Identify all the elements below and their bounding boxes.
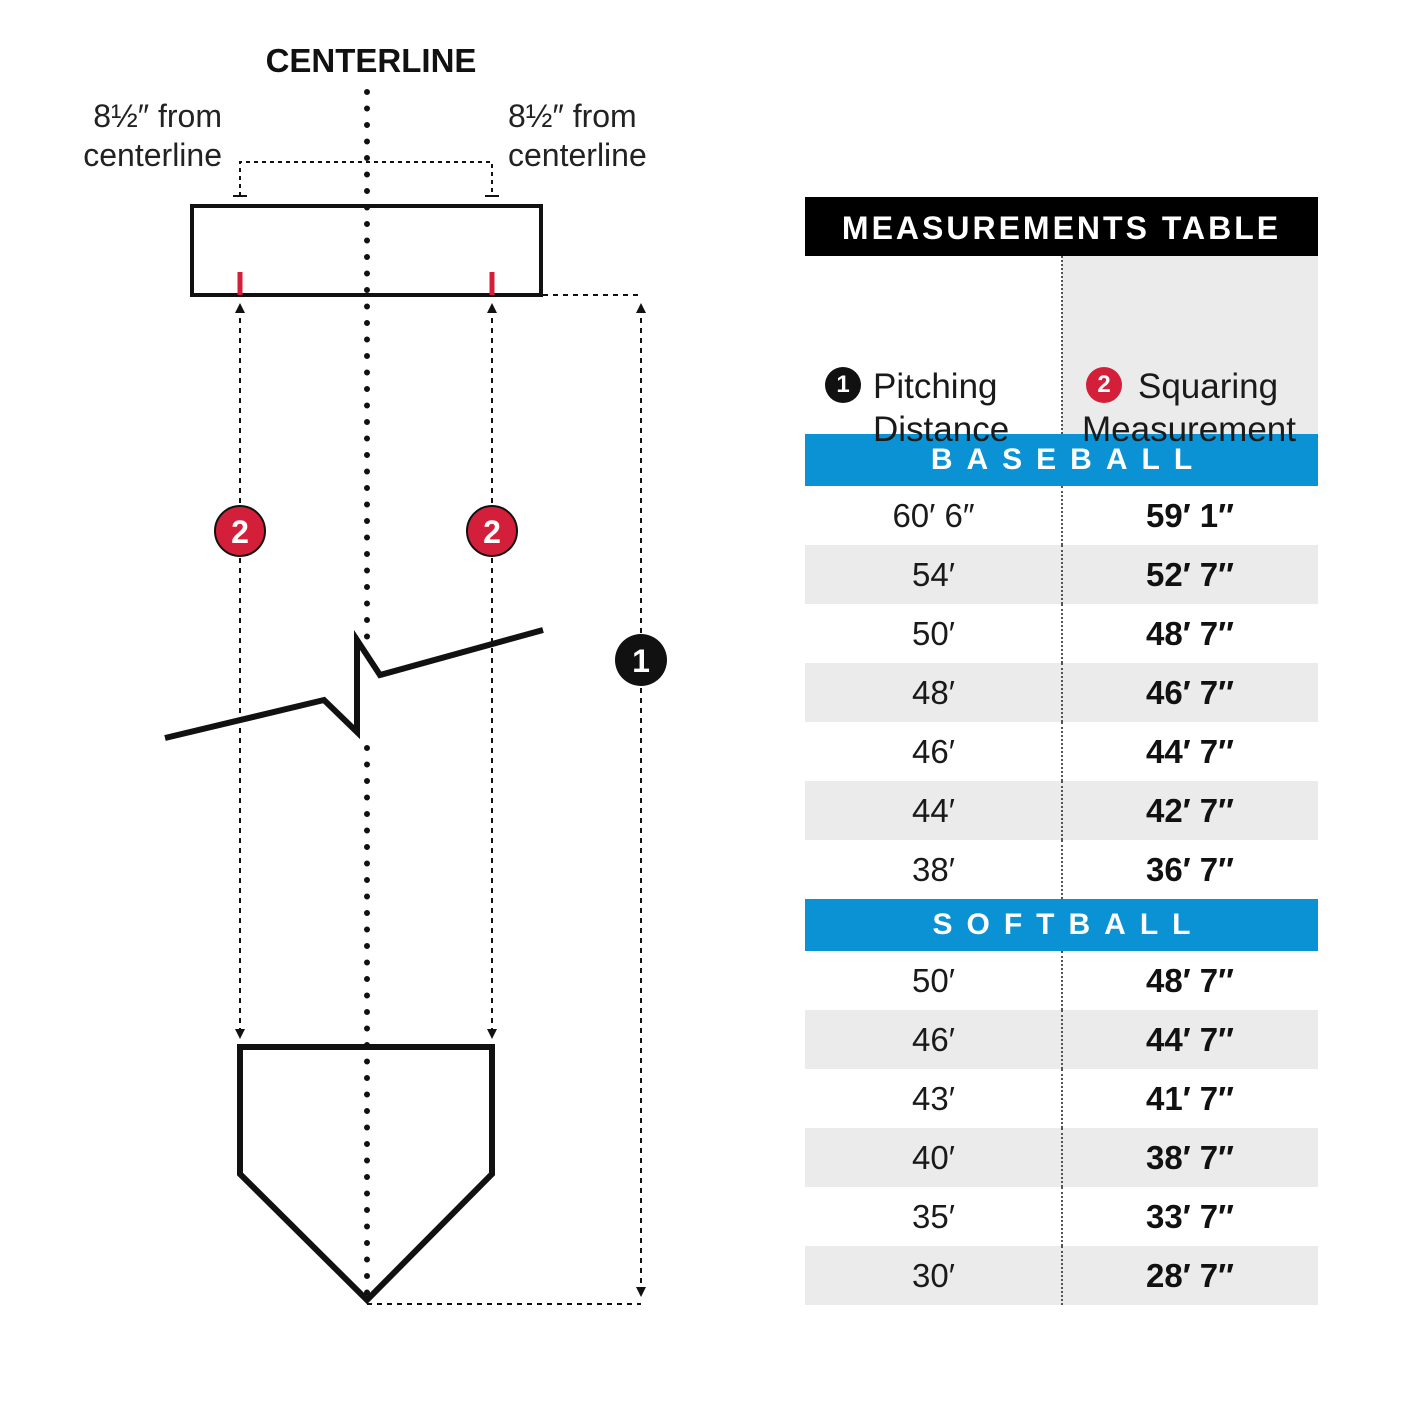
pitching-header-line-2: Distance <box>873 410 1010 449</box>
column-divider <box>1061 1128 1063 1187</box>
squaring-measurement-cell: 52′ 7″ <box>1146 556 1234 593</box>
pitching-distance-cell: 40′ <box>912 1139 955 1176</box>
svg-text:2: 2 <box>483 514 501 550</box>
pitching-distance-cell: 46′ <box>912 1021 955 1058</box>
pitching-distance-cell: 35′ <box>912 1198 955 1235</box>
centerline-label: CENTERLINE <box>265 42 477 79</box>
pitching-distance-header <box>805 256 1062 449</box>
pitching-distance-cell: 48′ <box>912 674 955 711</box>
section-header-baseball: BASEBALL <box>805 434 1318 486</box>
pitching-rubber <box>192 206 541 295</box>
table-row <box>805 1187 1318 1246</box>
right-offset-note <box>508 98 647 173</box>
column-divider <box>1061 663 1063 722</box>
table-row <box>805 1246 1318 1305</box>
table-row <box>805 840 1318 899</box>
svg-text:2: 2 <box>231 514 249 550</box>
table-row <box>805 1128 1318 1187</box>
table-row <box>805 545 1318 604</box>
right-note-line-2: centerline <box>508 137 647 173</box>
pitching-distance-cell: 46′ <box>912 733 955 770</box>
pitching-badge <box>615 634 667 686</box>
left-offset-note <box>83 98 222 173</box>
squaring-measurement-cell: 48′ 7″ <box>1146 962 1234 999</box>
pitching-distance-cell: 30′ <box>912 1257 955 1294</box>
pitching-badge-small: 1 <box>825 367 861 403</box>
squaring-measurement-cell: 41′ 7″ <box>1146 1080 1234 1117</box>
column-divider <box>1061 840 1063 899</box>
left-note-line-1: 8½″ from <box>93 98 222 134</box>
squaring-measurement-cell: 46′ 7″ <box>1146 674 1234 711</box>
pitching-distance-cell: 50′ <box>912 962 955 999</box>
right-note-line-1: 8½″ from <box>508 98 637 134</box>
column-divider <box>1061 1246 1063 1305</box>
column-divider <box>1061 256 1063 434</box>
table-row <box>805 604 1318 663</box>
table-row <box>805 1010 1318 1069</box>
squaring-header-line-1: Squaring <box>1138 367 1279 406</box>
pitching-header-line-1: Pitching <box>873 367 998 406</box>
column-divider <box>1061 1069 1063 1128</box>
measurements-table <box>805 197 1318 1305</box>
svg-text:1: 1 <box>632 643 650 679</box>
squaring-measurement-cell: 38′ 7″ <box>1146 1139 1234 1176</box>
pitching-distance-cell: 54′ <box>912 556 955 593</box>
distance-break-line <box>165 630 543 738</box>
pitching-distance-cell: 60′ 6″ <box>892 497 975 534</box>
pitching-distance-cell: 38′ <box>912 851 955 888</box>
column-divider <box>1061 486 1063 545</box>
column-divider <box>1061 1010 1063 1069</box>
pitching-distance-cell: 50′ <box>912 615 955 652</box>
pitching-distance-cell: 44′ <box>912 792 955 829</box>
squaring-badge-small: 2 <box>1086 367 1122 403</box>
squaring-measurement-cell: 36′ 7″ <box>1146 851 1234 888</box>
column-divider <box>1061 951 1063 1010</box>
pitching-distance-line <box>367 295 641 1304</box>
squaring-badge-left <box>215 506 265 556</box>
squaring-measurement-cell: 42′ 7″ <box>1146 792 1234 829</box>
column-divider <box>1061 722 1063 781</box>
table-title: MEASUREMENTS TABLE <box>805 197 1318 256</box>
squaring-badge-right <box>467 506 517 556</box>
table-row <box>805 486 1318 545</box>
squaring-measurement-cell: 44′ 7″ <box>1146 733 1234 770</box>
table-row <box>805 1069 1318 1128</box>
left-note-line-2: centerline <box>83 137 222 173</box>
squaring-measurement-cell: 59′ 1″ <box>1146 497 1234 534</box>
column-divider <box>1061 781 1063 840</box>
squaring-measurement-cell: 28′ 7″ <box>1146 1257 1234 1294</box>
squaring-header-line-2: Measurement <box>1082 410 1296 449</box>
column-divider <box>1061 1187 1063 1246</box>
pitching-distance-cell: 43′ <box>912 1080 955 1117</box>
table-body <box>805 434 1318 1305</box>
table-row <box>805 722 1318 781</box>
squaring-measurement-cell: 44′ 7″ <box>1146 1021 1234 1058</box>
table-row <box>805 663 1318 722</box>
squaring-measurement-cell: 48′ 7″ <box>1146 615 1234 652</box>
squaring-measurement-cell: 33′ 7″ <box>1146 1198 1234 1235</box>
table-row <box>805 951 1318 1010</box>
table-row <box>805 781 1318 840</box>
table-column-headers <box>805 256 1318 449</box>
column-divider <box>1061 604 1063 663</box>
column-divider <box>1061 545 1063 604</box>
section-header-softball: SOFTBALL <box>805 899 1318 951</box>
squaring-measurement-header <box>1062 256 1318 449</box>
